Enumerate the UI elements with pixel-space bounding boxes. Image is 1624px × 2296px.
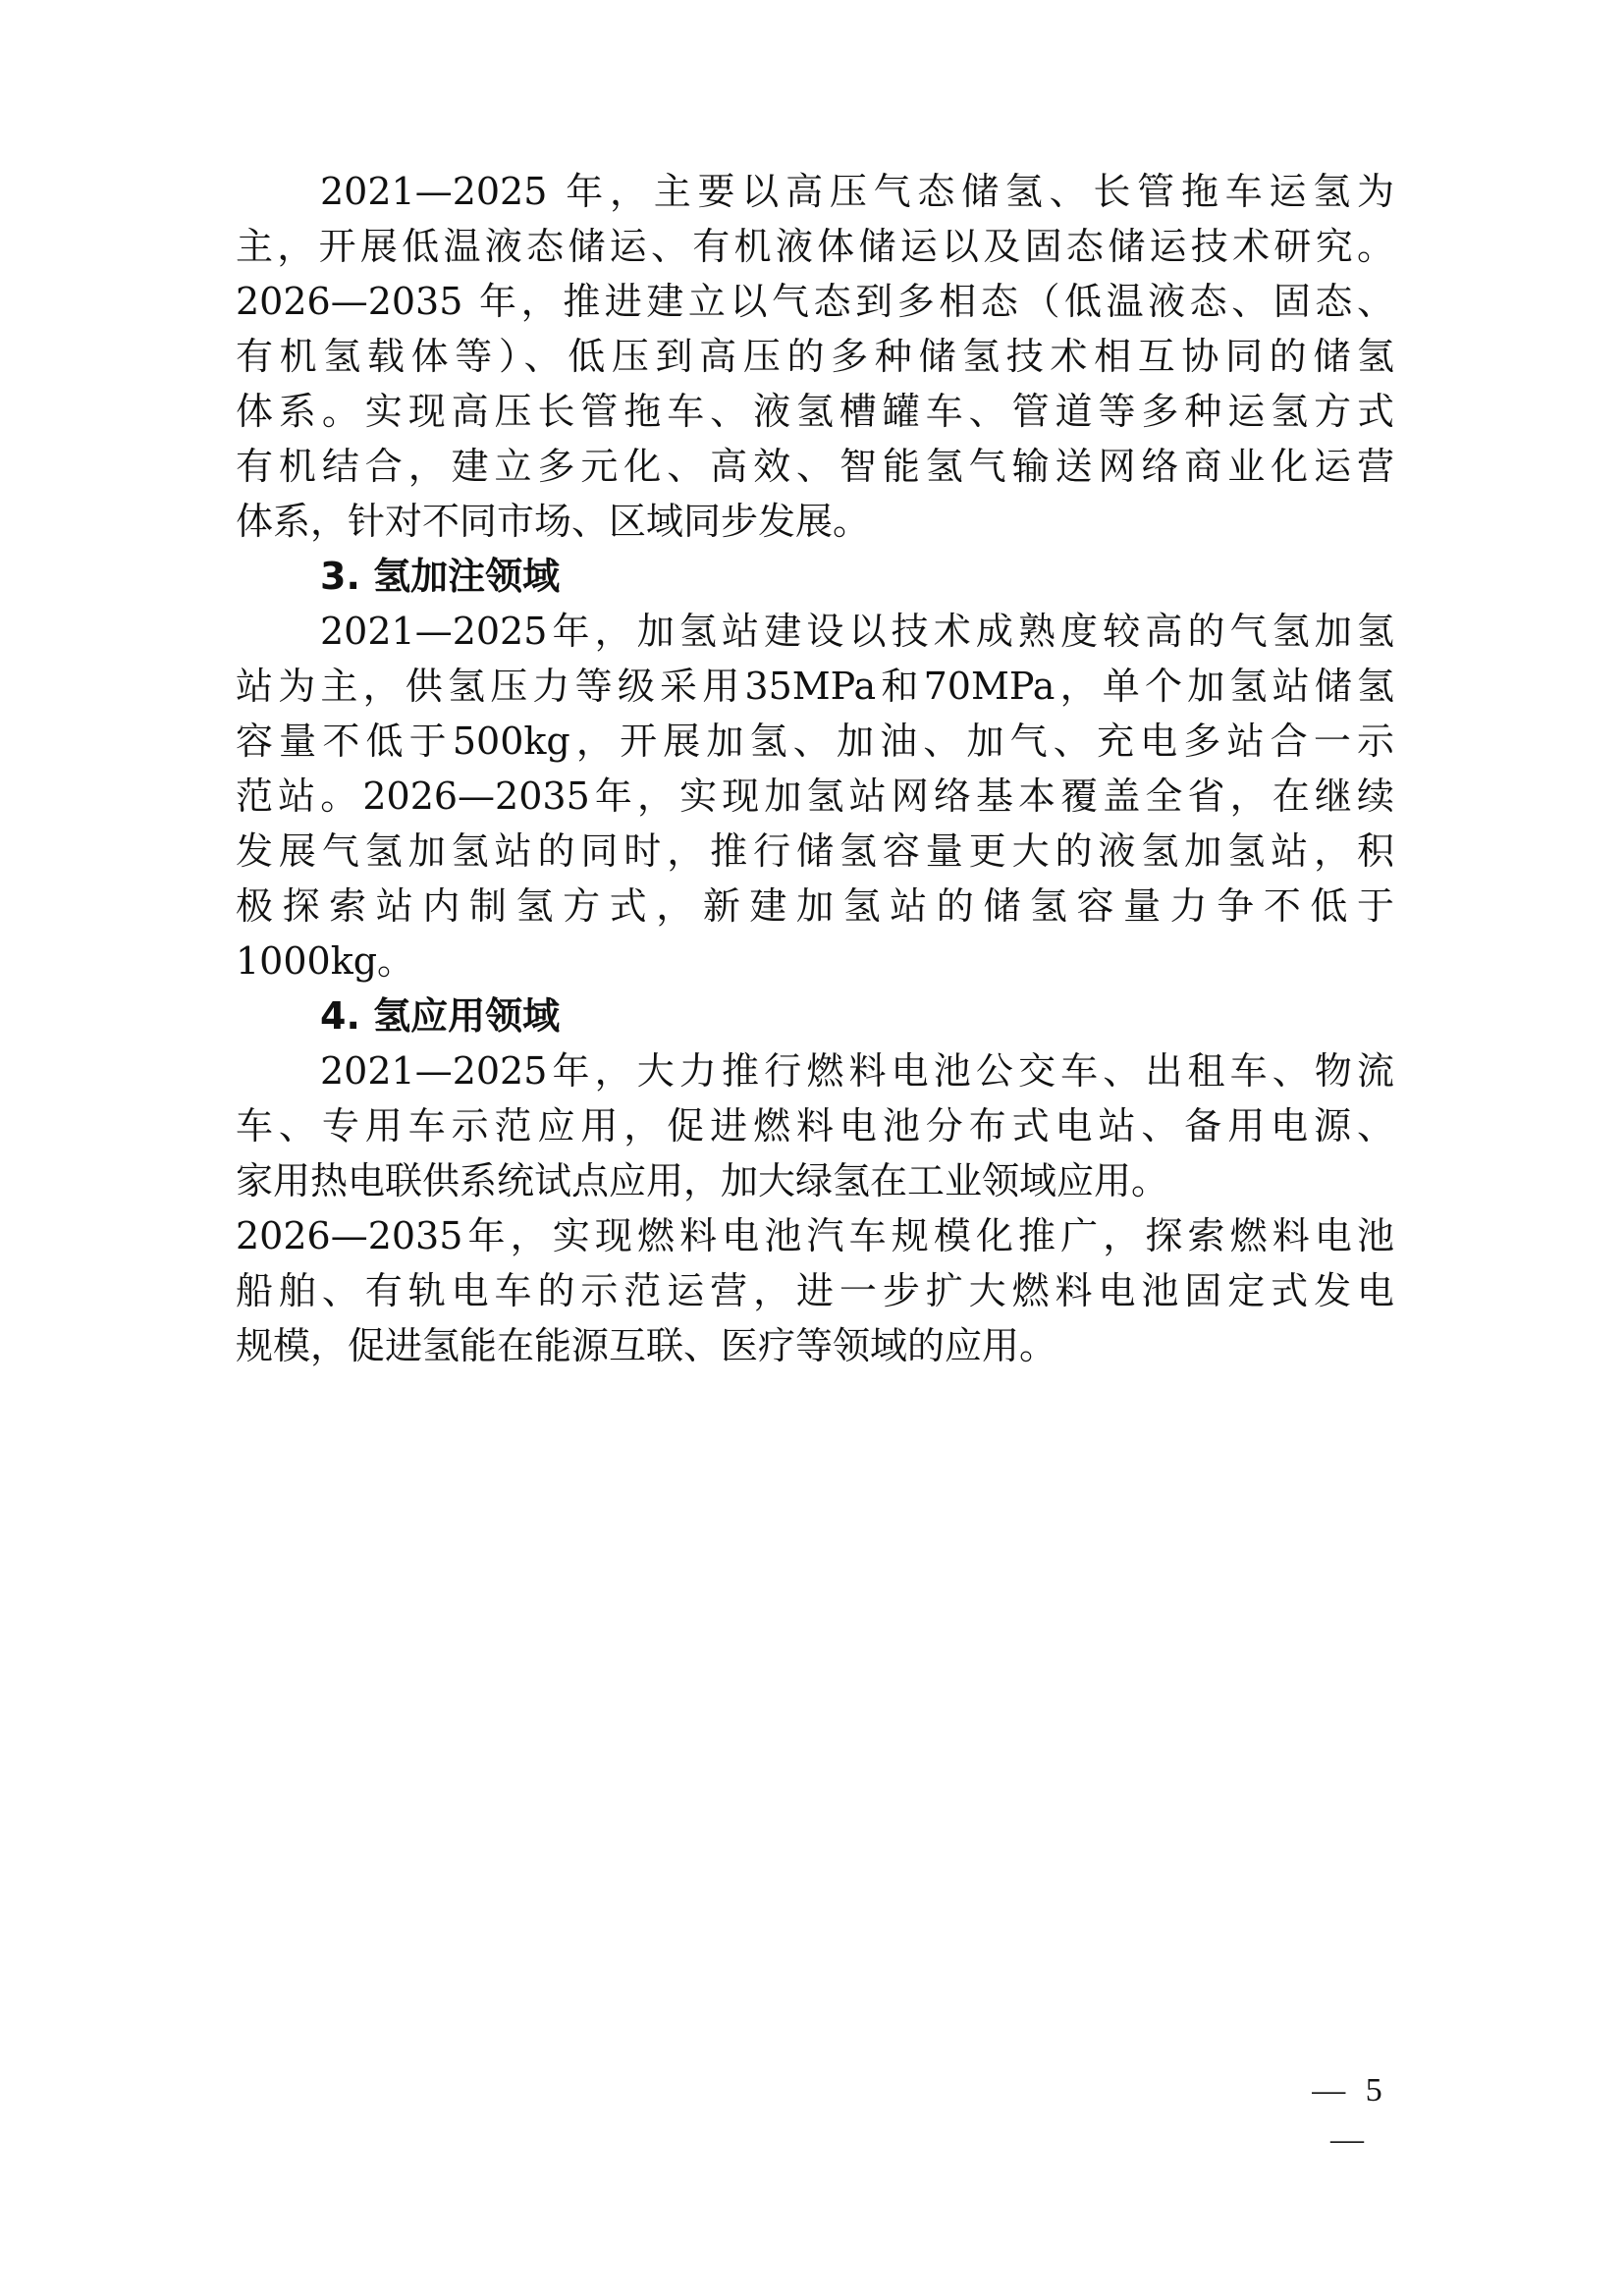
section-heading-hydrogen-refueling: 3. 氢加注领域 — [320, 555, 561, 598]
paragraph-line: 规模，促进氢能在能源互联、医疗等领域的应用。 — [236, 1324, 1057, 1367]
paragraph-line: 1000kg。 — [236, 939, 415, 983]
paragraph-line: 体系。实现高压长管拖车、液氢槽罐车、管道等多种运氢方式 — [236, 390, 1394, 433]
paragraph-line: 主，开展低温液态储运、有机液体储运以及固态储运技术研究。 — [236, 225, 1394, 268]
page-number: — 5 — — [1312, 2072, 1388, 2158]
paragraph-line: 体系，针对不同市场、区域同步发展。 — [236, 500, 871, 543]
section-heading-hydrogen-application: 4. 氢应用领域 — [320, 994, 561, 1038]
paragraph-line: 2021—2025 年，主要以高压气态储氢、长管拖车运氢为 — [320, 170, 1394, 213]
paragraph-line: 范站。2026—2035年，实现加氢站网络基本覆盖全省，在继续 — [236, 774, 1394, 818]
paragraph-line: 2026—2035 年，推进建立以气态到多相态（低温液态、固态、 — [236, 280, 1394, 323]
paragraph-line: 2021—2025年，大力推行燃料电池公交车、出租车、物流 — [320, 1049, 1394, 1093]
paragraph-line: 船舶、有轨电车的示范运营，进一步扩大燃料电池固定式发电 — [236, 1269, 1394, 1312]
paragraph-line: 2021—2025年，加氢站建设以技术成熟度较高的气氢加氢 — [320, 610, 1394, 653]
paragraph-line: 发展气氢加氢站的同时，推行储氢容量更大的液氢加氢站，积 — [236, 829, 1394, 873]
paragraph-line: 容量不低于500kg，开展加氢、加油、加气、充电多站合一示 — [236, 720, 1394, 763]
paragraph-line: 极探索站内制氢方式，新建加氢站的储氢容量力争不低于 — [236, 884, 1394, 928]
paragraph-line: 站为主，供氢压力等级采用35MPa和70MPa，单个加氢站储氢 — [236, 665, 1394, 708]
paragraph-line: 有机结合，建立多元化、高效、智能氢气输送网络商业化运营 — [236, 445, 1394, 488]
paragraph-line: 家用热电联供系统试点应用，加大绿氢在工业领域应用。 — [236, 1159, 1169, 1202]
paragraph-line: 有机氢载体等）、低压到高压的多种储氢技术相互协同的储氢 — [236, 335, 1394, 378]
paragraph-line: 车、专用车示范应用，促进燃料电池分布式电站、备用电源、 — [236, 1104, 1394, 1148]
paragraph-line: 2026—2035年，实现燃料电池汽车规模化推广，探索燃料电池 — [236, 1214, 1394, 1257]
